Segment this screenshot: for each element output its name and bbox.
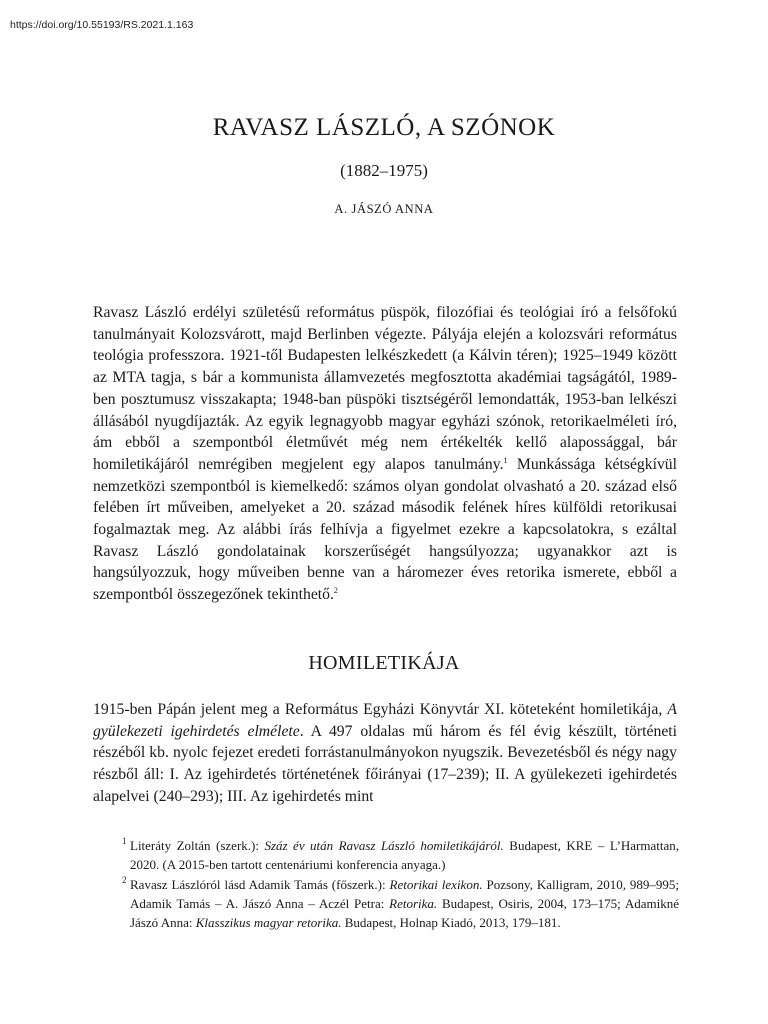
footnote-text: Pozsony, Kalligram, 2010, 989–995; Adamik Tamás – A. Jászó Anna – Aczél Petra: <box>130 877 680 911</box>
footnote-number: 1 <box>122 836 127 846</box>
intro-text-part1: Ravasz László erdélyi születésű református püspök, filozófiai és teológiai író a felsőfokú tanulmányait Kolozsvárott, majd Berlinben végezte. Pályája elején a kolozsvári református teológia professzora. 1921-től Budapesten lelkészkedett (a Kálvin téren); 1925–1949 között az MTA tagja, s bár a kommunista államvezetés megfosztotta akadémiai tagságától, 1989-ben posztumusz visszakapta; 1948-ban püspöki tisztségéről lemondatták, 1953-ban lelkészi állásából nyugdíjazták. Az egyik legnagyobb magyar egyházi szónok, retorikaelméleti író, ám ebből a szempontból életművét még nem értékelték kellő alapossággal, bár homiletikájáról nemrégiben megjelent egy alapos tanulmány. <box>93 304 677 473</box>
section-text-b: . A 497 oldalas mű három és fél évig készült, történeti részéből kb. nyolc fejezet eredeti forrástanulmányokon nyugszik. Bevezetésből és négy nagy részből áll: I. Az igehirdetés történetének főirányai (17–239); II. A gyülekezeti igehirdetés alapelvei (240–293); III. Az igehirdetés mint <box>93 722 678 805</box>
footnote-text: Budapest, Holnap Kiadó, 2013, 179–181. <box>341 915 561 930</box>
article-title: RAVASZ LÁSZLÓ, A SZÓNOK <box>212 114 556 141</box>
footnote-text: Ravasz Lászlóról lásd Adamik Tamás (főszerk.): <box>130 877 390 892</box>
section-text-a: 1915-ben Pápán jelent meg a Református Egyházi Könyvtár XI. köteteként homiletikája, <box>93 701 668 718</box>
footnote-text: Budapest, Osiris, 2004, 173–175; Adamikné Jászó Anna: <box>130 896 679 930</box>
doi-link[interactable]: https://doi.org/10.55193/RS.2021.1.163 <box>10 19 194 31</box>
section-paragraph <box>93 699 677 808</box>
section-heading: HOMILETIKÁJA <box>308 652 460 674</box>
book-title: A gyülekezeti igehirdetés elmélete <box>93 701 677 740</box>
footnote-italic: Retorika. <box>389 896 438 911</box>
article-author: A. JÁSZÓ ANNA <box>334 202 434 216</box>
footnote-italic: Száz év után Ravasz László homiletikájáról. <box>264 838 504 853</box>
footnote-ref-1[interactable]: 1 <box>503 455 508 465</box>
footnote-text: Literáty Zoltán (szerk.): <box>130 838 265 853</box>
footnote-number: 2 <box>122 875 127 885</box>
footnote-italic: Klasszikus magyar retorika. <box>195 915 342 930</box>
footnote-2 <box>93 875 679 932</box>
article-years: (1882–1975) <box>340 161 428 180</box>
intro-text-part2: Munkássága kétségkívül nemzetközi szempontból is kiemelkedő: számos olyan gondolat olvasható a 20. század első felében írt műveiben, amelyeket a 20. század második felének híres külföldi retorikusai fogalmaztak meg. Az alábbi írás felhívja a figyelmet ezekre a kapcsolatokra, s ezáltal Ravasz László gondolatainak korszerűségét hangsúlyozza; ugyanakkor azt is hangsúlyozzuk, hogy műveiben benne van a háromezer éves retorika ismerete, ebből a szempontból összegezőnek tekinthető. <box>93 455 678 604</box>
footnote-1 <box>93 836 679 874</box>
intro-paragraph <box>93 302 677 606</box>
footnote-italic: Retorikai lexikon. <box>389 877 483 892</box>
footnote-ref-2[interactable]: 2 <box>333 585 338 595</box>
footnote-text: Budapest, KRE – L’Harmattan, 2020. (A 2015-ben tartott centenáriumi konferencia anyaga.) <box>130 838 680 872</box>
footnotes <box>93 836 679 933</box>
